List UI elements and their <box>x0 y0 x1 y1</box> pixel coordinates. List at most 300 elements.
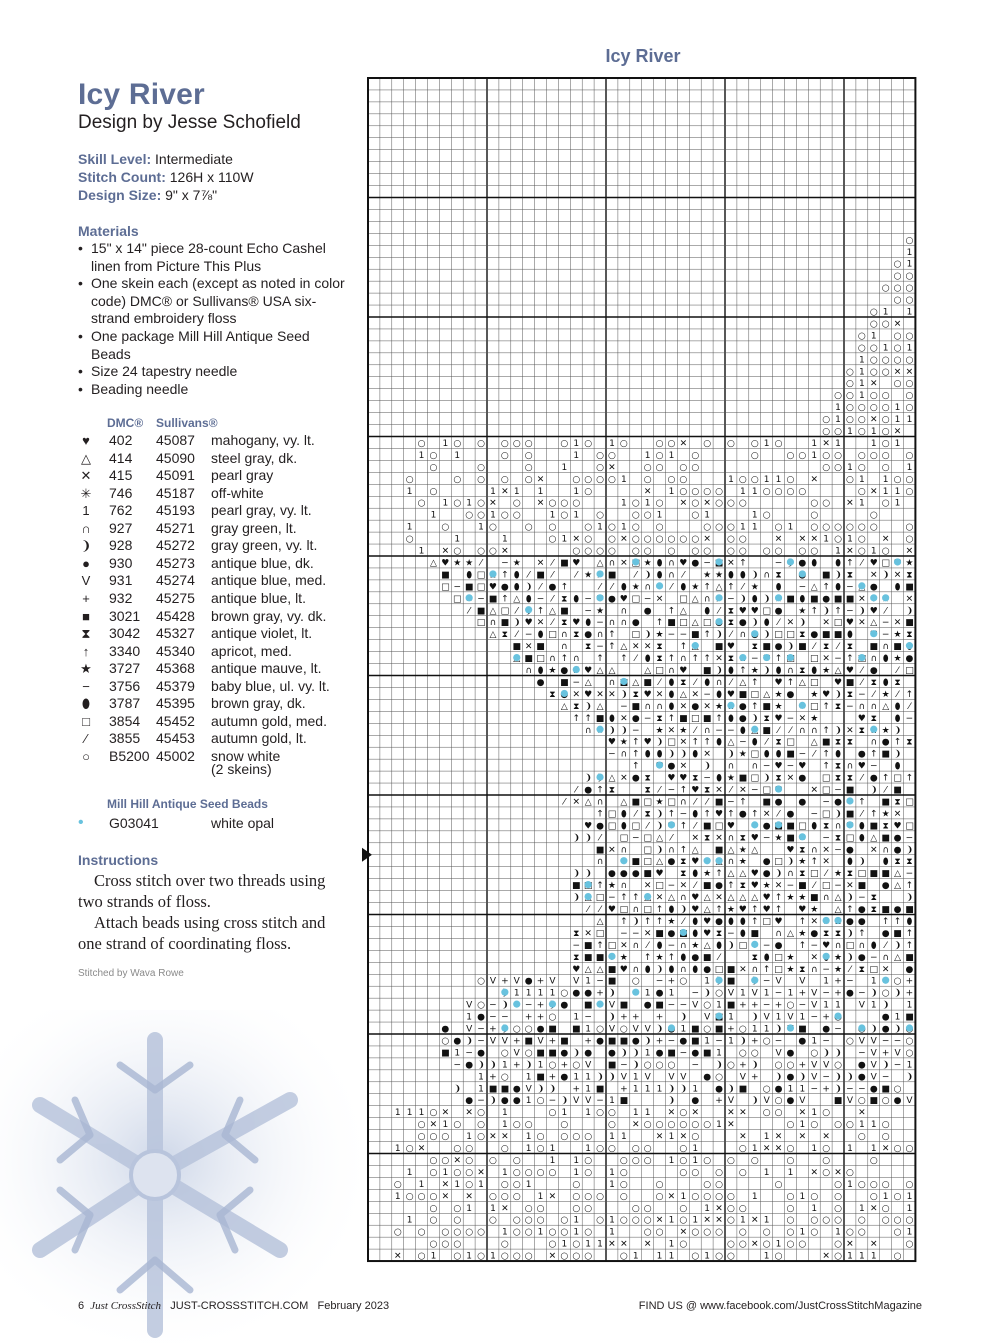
svg-text:♥: ♥ <box>488 582 497 593</box>
instruction-paragraph: Cross stitch over two threads using two strands of floss. <box>78 871 326 911</box>
svg-text:−: − <box>810 1012 819 1023</box>
svg-text:□: □ <box>476 582 486 593</box>
svg-text:−: − <box>536 594 545 605</box>
svg-text:−: − <box>691 988 700 999</box>
svg-text:△: △ <box>656 857 664 868</box>
svg-text:⬮: ⬮ <box>644 964 651 975</box>
svg-text:●: ● <box>667 928 676 939</box>
svg-text:↑: ↑ <box>631 749 640 760</box>
svg-text:○: ○ <box>619 438 628 449</box>
svg-text:∩: ∩ <box>810 964 818 975</box>
svg-text:●: ● <box>905 654 914 665</box>
svg-text:⧗: ⧗ <box>549 689 556 700</box>
svg-text:○: ○ <box>691 1132 700 1143</box>
svg-text:↑: ↑ <box>643 952 652 963</box>
svg-text:★: ★ <box>703 570 712 581</box>
svg-text:♥: ♥ <box>607 737 616 748</box>
svg-text:1: 1 <box>882 474 889 485</box>
svg-text:↑: ↑ <box>679 821 688 832</box>
svg-text:+: + <box>548 1072 557 1083</box>
svg-text:■: ■ <box>798 642 807 653</box>
svg-text:♥: ♥ <box>822 689 831 700</box>
svg-text:△: △ <box>798 677 806 688</box>
svg-text:✕: ✕ <box>703 701 711 712</box>
svg-text:⬮: ⬮ <box>668 701 675 712</box>
svg-text:−: − <box>584 594 592 605</box>
key-symbol: ❩ <box>80 538 92 554</box>
svg-text:↑: ↑ <box>810 606 819 617</box>
svg-text:↑: ↑ <box>739 666 747 677</box>
instruction-paragraph: Attach beads using cross stitch and one strand of coordinating floss. <box>78 913 326 953</box>
svg-text:⁄: ⁄ <box>611 582 613 593</box>
svg-text:○: ○ <box>834 534 842 545</box>
svg-text:❩: ❩ <box>727 749 735 760</box>
svg-text:1: 1 <box>585 976 592 987</box>
svg-text:⧗: ⧗ <box>680 869 687 880</box>
svg-text:1: 1 <box>835 438 841 449</box>
svg-text:−: − <box>881 1072 890 1083</box>
svg-text:○: ○ <box>786 1060 795 1071</box>
svg-text:○: ○ <box>762 486 771 497</box>
svg-text:○: ○ <box>857 1215 866 1226</box>
svg-text:1: 1 <box>561 1108 568 1119</box>
svg-text:⧗: ⧗ <box>846 737 854 748</box>
svg-text:○: ○ <box>786 1155 795 1166</box>
svg-text:✕: ✕ <box>727 558 735 569</box>
svg-text:↑: ↑ <box>596 785 604 796</box>
svg-text:✕: ✕ <box>501 1132 509 1143</box>
svg-text:●: ● <box>881 1012 890 1023</box>
svg-text:V: V <box>585 1096 592 1107</box>
svg-text:❩: ❩ <box>834 570 842 581</box>
svg-text:↑: ↑ <box>798 916 807 927</box>
color-name: gray green, vy. lt. <box>211 537 318 554</box>
svg-text:○: ○ <box>417 1132 426 1143</box>
svg-text:⬮: ⬮ <box>680 952 687 963</box>
svg-text:⧗: ⧗ <box>799 630 806 641</box>
svg-text:−: − <box>655 976 664 987</box>
svg-text:1: 1 <box>787 988 794 999</box>
svg-text:■: ■ <box>702 1048 712 1059</box>
svg-text:★: ★ <box>738 857 747 868</box>
svg-text:−: − <box>596 976 604 987</box>
svg-text:●: ● <box>738 809 747 820</box>
svg-text:○: ○ <box>881 498 890 509</box>
svg-text:↑: ↑ <box>727 582 735 593</box>
svg-text:□: □ <box>655 881 664 892</box>
svg-text:△: △ <box>703 940 711 951</box>
svg-text:⧗: ⧗ <box>799 666 806 677</box>
svg-text:❩: ❩ <box>798 618 807 629</box>
sullivans-number: 45340 <box>156 642 195 659</box>
svg-text:❩: ❩ <box>667 749 676 760</box>
svg-text:■: ■ <box>821 570 831 581</box>
svg-text:★: ★ <box>596 606 605 617</box>
svg-text:○: ○ <box>524 1048 533 1059</box>
svg-text:✕: ✕ <box>786 773 795 784</box>
svg-text:1: 1 <box>847 1144 853 1155</box>
svg-text:○: ○ <box>881 1132 890 1143</box>
svg-text:○: ○ <box>429 462 438 473</box>
svg-text:○: ○ <box>477 438 485 449</box>
svg-text:⬮: ⬮ <box>716 689 722 700</box>
svg-text:1: 1 <box>906 307 913 318</box>
svg-text:♥: ♥ <box>798 905 807 916</box>
svg-text:○: ○ <box>500 1191 509 1202</box>
svg-text:−: − <box>846 701 854 712</box>
svg-text:○: ○ <box>869 343 878 354</box>
svg-text:1: 1 <box>680 1024 687 1035</box>
svg-text:⬮: ⬮ <box>656 749 663 760</box>
svg-text:⬮: ⬮ <box>692 928 699 939</box>
svg-text:■: ■ <box>893 642 902 653</box>
svg-text:✕: ✕ <box>548 1251 557 1262</box>
svg-text:1: 1 <box>668 1251 675 1262</box>
svg-text:○: ○ <box>643 534 652 545</box>
svg-text:1: 1 <box>525 1072 532 1083</box>
svg-text:⧗: ⧗ <box>894 677 901 688</box>
sullivans-number: 45091 <box>156 467 195 484</box>
svg-text:✕: ✕ <box>739 964 747 975</box>
svg-text:1: 1 <box>870 1000 877 1011</box>
svg-text:○: ○ <box>691 1120 700 1131</box>
design-size: Design Size: 9" x 7⅞" <box>78 187 218 203</box>
svg-text:V: V <box>537 1036 544 1047</box>
svg-text:○: ○ <box>536 1144 545 1155</box>
svg-text:1: 1 <box>430 1251 437 1262</box>
svg-text:1: 1 <box>882 1191 889 1202</box>
svg-text:1: 1 <box>573 450 580 461</box>
svg-text:⬮: ⬮ <box>644 654 651 665</box>
svg-text:⧗: ⧗ <box>751 952 758 963</box>
svg-text:❩: ❩ <box>477 1060 485 1071</box>
svg-text:○: ○ <box>727 1215 735 1226</box>
svg-text:○: ○ <box>489 1191 497 1202</box>
svg-text:1: 1 <box>751 1191 758 1202</box>
svg-text:↑: ↑ <box>822 749 830 760</box>
svg-text:⬮: ⬮ <box>692 869 699 880</box>
svg-text:∩: ∩ <box>787 869 794 880</box>
svg-text:−: − <box>596 1096 604 1107</box>
svg-text:↑: ↑ <box>536 606 545 617</box>
svg-text:❩: ❩ <box>572 833 581 844</box>
svg-text:✕: ✕ <box>643 881 652 892</box>
svg-text:V: V <box>870 1048 877 1059</box>
svg-text:■: ■ <box>500 1084 510 1095</box>
svg-text:⧗: ⧗ <box>858 964 866 975</box>
sullivans-number: 45453 <box>156 730 195 747</box>
svg-text:−: − <box>834 654 842 665</box>
svg-text:△: △ <box>679 689 687 700</box>
svg-text:□: □ <box>536 654 545 665</box>
svg-text:○: ○ <box>441 1132 450 1143</box>
svg-text:−: − <box>822 1072 830 1083</box>
svg-text:○: ○ <box>881 319 890 330</box>
svg-text:❩: ❩ <box>715 630 723 641</box>
svg-text:●: ● <box>738 618 747 629</box>
svg-text:○: ○ <box>667 546 676 557</box>
svg-text:○: ○ <box>679 976 688 987</box>
svg-text:⁄: ⁄ <box>658 677 661 688</box>
svg-text:○: ○ <box>524 522 533 533</box>
svg-text:✕: ✕ <box>679 1227 688 1238</box>
svg-text:∩: ∩ <box>727 857 735 868</box>
svg-text:+: + <box>727 1024 735 1035</box>
svg-text:1: 1 <box>870 1120 877 1131</box>
svg-text:●: ● <box>762 857 771 868</box>
svg-text:○: ○ <box>643 546 652 557</box>
svg-text:✕: ✕ <box>703 498 711 509</box>
svg-text:★: ★ <box>774 689 783 700</box>
svg-text:●: ● <box>441 1024 450 1035</box>
svg-text:○: ○ <box>691 510 700 521</box>
svg-text:●: ● <box>786 689 795 700</box>
svg-text:1: 1 <box>490 1203 496 1214</box>
svg-text:⬮: ⬮ <box>704 606 710 617</box>
svg-text:+: + <box>774 1000 783 1011</box>
svg-text:□: □ <box>809 869 819 880</box>
svg-text:★: ★ <box>655 725 664 736</box>
svg-text:○: ○ <box>834 522 842 533</box>
svg-text:○: ○ <box>596 546 604 557</box>
svg-text:■: ■ <box>548 1024 557 1035</box>
svg-text:∩: ∩ <box>703 594 711 605</box>
svg-text:+: + <box>715 1096 723 1107</box>
svg-text:○: ○ <box>441 1155 450 1166</box>
svg-text:❩: ❩ <box>679 749 688 760</box>
svg-text:○: ○ <box>608 546 616 557</box>
svg-text:○: ○ <box>786 1000 795 1011</box>
svg-text:V: V <box>811 1072 818 1083</box>
svg-text:●: ● <box>857 1072 866 1083</box>
svg-text:♥: ♥ <box>738 606 747 617</box>
svg-text:○: ○ <box>905 450 914 461</box>
svg-text:○: ○ <box>584 546 593 557</box>
svg-text:+: + <box>620 1084 628 1095</box>
svg-text:○: ○ <box>655 450 664 461</box>
svg-text:○: ○ <box>750 1048 759 1059</box>
svg-text:○: ○ <box>643 1060 652 1071</box>
svg-text:○: ○ <box>822 1167 831 1178</box>
svg-text:1: 1 <box>823 1000 830 1011</box>
svg-text:1: 1 <box>466 1132 473 1143</box>
svg-text:○: ○ <box>905 486 914 497</box>
svg-text:♥: ♥ <box>667 773 676 784</box>
svg-text:■: ■ <box>881 1084 890 1095</box>
svg-text:○: ○ <box>500 1048 509 1059</box>
svg-text:○: ○ <box>881 1215 890 1226</box>
svg-text:○: ○ <box>905 522 914 533</box>
svg-text:♥: ♥ <box>750 881 759 892</box>
svg-text:○: ○ <box>584 474 593 485</box>
svg-text:1: 1 <box>609 1179 615 1190</box>
svg-text:★: ★ <box>881 689 890 700</box>
svg-text:♥: ♥ <box>572 964 581 975</box>
svg-text:△: △ <box>596 666 604 677</box>
svg-text:⧗: ⧗ <box>846 773 854 784</box>
svg-text:★: ★ <box>822 666 831 677</box>
dmc-number: 3855 <box>109 730 141 747</box>
svg-text:✕: ✕ <box>822 845 830 856</box>
key-symbol: ⁄ <box>84 731 88 747</box>
svg-text:●: ● <box>691 701 700 712</box>
dmc-number: 930 <box>109 554 133 571</box>
svg-text:○: ○ <box>857 427 866 438</box>
svg-text:+: + <box>881 1048 890 1059</box>
svg-text:○: ○ <box>774 522 783 533</box>
svg-text:■: ■ <box>536 1048 545 1059</box>
svg-text:●: ● <box>548 582 557 593</box>
svg-text:■: ■ <box>571 1024 581 1035</box>
svg-text:●: ● <box>536 677 545 688</box>
svg-text:⁄: ⁄ <box>884 785 887 796</box>
svg-text:■: ■ <box>702 881 712 892</box>
chart-title: Icy River <box>605 46 681 66</box>
svg-text:1: 1 <box>490 486 496 497</box>
svg-text:●: ● <box>834 797 842 808</box>
designer-credit: Design by Jesse Schofield <box>78 112 301 133</box>
svg-text:⁄: ⁄ <box>682 570 685 581</box>
svg-text:↑: ↑ <box>667 809 676 820</box>
svg-text:⧗: ⧗ <box>775 773 782 784</box>
svg-text:✕: ✕ <box>739 1108 747 1119</box>
svg-text:○: ○ <box>667 438 676 449</box>
svg-text:△: △ <box>596 964 604 975</box>
svg-text:○: ○ <box>798 486 807 497</box>
svg-text:✕: ✕ <box>774 1144 783 1155</box>
svg-text:⧗: ⧗ <box>573 928 580 939</box>
svg-text:○: ○ <box>786 1239 795 1250</box>
svg-text:⁄: ⁄ <box>884 606 887 617</box>
svg-text:○: ○ <box>477 1132 485 1143</box>
svg-text:●: ● <box>774 940 783 951</box>
svg-text:✕: ✕ <box>429 1120 438 1131</box>
svg-text:↑: ↑ <box>727 809 735 820</box>
color-name: antique mauve, lt. <box>211 660 322 677</box>
svg-text:○: ○ <box>822 462 831 473</box>
svg-text:□: □ <box>798 821 807 832</box>
svg-text:✕: ✕ <box>703 749 711 760</box>
svg-text:○: ○ <box>834 1191 842 1202</box>
svg-text:✕: ✕ <box>822 1251 830 1262</box>
svg-text:○: ○ <box>643 1144 652 1155</box>
svg-text:○: ○ <box>822 450 831 461</box>
svg-text:○: ○ <box>822 1108 831 1119</box>
svg-text:●: ● <box>715 1084 723 1095</box>
svg-text:V: V <box>466 1000 473 1011</box>
svg-text:○: ○ <box>619 1024 628 1035</box>
svg-text:△: △ <box>739 893 747 904</box>
svg-text:❩: ❩ <box>727 940 735 951</box>
svg-text:●: ● <box>869 773 878 784</box>
svg-text:⧗: ⧗ <box>834 701 842 712</box>
svg-text:∩: ∩ <box>620 845 628 856</box>
svg-text:❩: ❩ <box>512 618 521 629</box>
svg-text:❩: ❩ <box>489 1060 497 1071</box>
svg-text:○: ○ <box>619 1179 628 1190</box>
svg-text:✕: ✕ <box>750 1239 759 1250</box>
svg-text:■: ■ <box>690 1024 700 1035</box>
svg-text:△: △ <box>596 558 604 569</box>
svg-text:△: △ <box>584 677 592 688</box>
svg-text:○: ○ <box>810 546 819 557</box>
svg-text:✕: ✕ <box>465 1108 473 1119</box>
svg-text:−: − <box>798 582 807 593</box>
svg-text:■: ■ <box>833 1096 843 1107</box>
svg-text:●: ● <box>774 642 783 653</box>
svg-text:○: ○ <box>465 1179 474 1190</box>
svg-text:❩: ❩ <box>501 1000 509 1011</box>
svg-text:♥: ♥ <box>691 857 700 868</box>
color-key-row <box>78 537 358 555</box>
svg-text:−: − <box>834 845 842 856</box>
svg-text:○: ○ <box>655 522 664 533</box>
svg-text:○: ○ <box>727 1191 735 1202</box>
svg-text:♥: ♥ <box>857 761 866 772</box>
svg-text:○: ○ <box>869 510 878 521</box>
svg-text:✕: ✕ <box>822 654 830 665</box>
svg-text:−: − <box>715 725 723 736</box>
svg-text:○: ○ <box>643 1120 652 1131</box>
svg-text:△: △ <box>810 737 818 748</box>
svg-text:○: ○ <box>750 438 759 449</box>
svg-text:⧗: ⧗ <box>846 869 854 880</box>
sullivans-number: 45275 <box>156 589 195 606</box>
svg-text:1: 1 <box>537 1060 544 1071</box>
svg-text:⧗: ⧗ <box>763 713 770 724</box>
color-key-row <box>78 520 358 538</box>
svg-text:△: △ <box>632 677 640 688</box>
svg-text:□: □ <box>774 952 783 963</box>
svg-text:1: 1 <box>573 1215 580 1226</box>
svg-text:V: V <box>680 1072 687 1083</box>
svg-text:❩: ❩ <box>548 1084 557 1095</box>
svg-text:○: ○ <box>869 1179 878 1190</box>
svg-text:●: ● <box>715 881 723 892</box>
svg-text:○: ○ <box>857 546 866 557</box>
svg-text:●: ● <box>584 785 593 796</box>
svg-text:✕: ✕ <box>810 952 819 963</box>
svg-text:1: 1 <box>454 1048 461 1059</box>
svg-text:★: ★ <box>738 749 747 760</box>
dmc-number: B5200 <box>109 747 150 764</box>
svg-text:♥: ♥ <box>715 809 724 820</box>
svg-text:∩: ∩ <box>549 654 556 665</box>
svg-text:★: ★ <box>762 881 771 892</box>
svg-text:−: − <box>774 988 783 999</box>
svg-text:○: ○ <box>667 474 676 485</box>
svg-text:⬮: ⬮ <box>692 964 699 975</box>
svg-text:✕: ✕ <box>501 486 509 497</box>
svg-text:○: ○ <box>429 1203 438 1214</box>
svg-text:★: ★ <box>834 952 843 963</box>
svg-text:●: ● <box>857 905 866 916</box>
svg-text:1: 1 <box>858 474 865 485</box>
svg-text:●: ● <box>893 905 902 916</box>
key-symbol: ✳ <box>80 485 92 501</box>
svg-text:1: 1 <box>668 1239 675 1250</box>
svg-text:□: □ <box>643 905 652 916</box>
svg-text:↑: ↑ <box>905 940 914 951</box>
svg-text:□: □ <box>595 928 605 939</box>
svg-text:★: ★ <box>786 964 795 975</box>
svg-text:○: ○ <box>810 498 819 509</box>
svg-text:○: ○ <box>608 522 616 533</box>
svg-text:●: ● <box>762 821 771 832</box>
svg-text:1: 1 <box>835 1227 841 1238</box>
svg-text:1: 1 <box>466 1012 473 1023</box>
svg-text:−: − <box>489 1012 497 1023</box>
